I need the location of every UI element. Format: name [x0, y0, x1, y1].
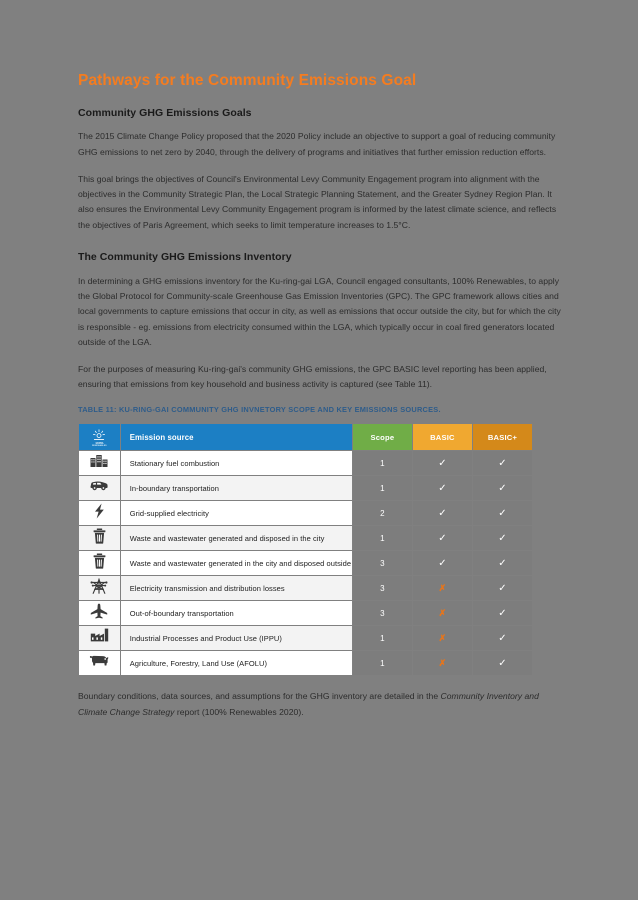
check-icon: ✓ [498, 482, 507, 494]
cell-basic [413, 501, 472, 525]
trash-bin-icon [89, 553, 109, 569]
cell-basic-plus [473, 551, 532, 575]
cell-scope: 3 [353, 551, 412, 575]
row-icon-cell [79, 576, 120, 600]
check-icon: ✓ [438, 507, 447, 519]
row-icon-cell [79, 476, 120, 500]
check-icon: ✓ [498, 457, 507, 469]
cell-scope: 1 [353, 451, 412, 475]
table-row [79, 626, 532, 650]
cow-icon [89, 653, 109, 669]
page-title: Pathways for the Community Emissions Goal [78, 72, 417, 89]
cell-basic-plus [473, 601, 532, 625]
row-icon-cell [79, 551, 120, 575]
cell-emission-source: Grid-supplied electricity [121, 501, 352, 525]
cell-scope: 3 [353, 576, 412, 600]
row-icon-cell [79, 526, 120, 550]
logo-brand: 100% [95, 440, 104, 445]
paragraph-goal-alignment: This goal brings the objectives of Council's Environmental Levy Community Engagement program into alignment with the objectives in the Community Strategic Plan, the Local Strategic Planning Statement, and the Greater Sydney Region Plan. It also ensures the Environmental Levy Community Engagement program is informed by the latest climate science, and reflects the objectives of Paris Agreement, which seeks to limit temperature increases to 1.5°C. [78, 173, 557, 230]
cross-icon: ✗ [438, 583, 447, 594]
car-icon [89, 478, 109, 494]
table-body [79, 451, 532, 675]
cell-basic [413, 451, 472, 475]
cell-emission-source: In-boundary transportation [121, 476, 352, 500]
column-header-basic: BASIC [413, 424, 472, 450]
row-icon-cell [79, 501, 120, 525]
check-icon: ✓ [498, 657, 507, 669]
paragraph-gpc-framework: In determining a GHG emissions inventory for the Ku-ring-gai LGA, Council engaged consultants, 100% Renewables, to apply the Global Protocol for Community-scale Greenhouse Gas Emission Inventories (GPC). The GPC framework allows cities and local governments to capture emissions that occur in city, as well as emissions that occur outside the city, but for which the city is responsible - eg. emissions from electricity consumed within the LGA, which typically occur in coal fired generators located outside of the LGA. [78, 275, 561, 347]
cell-scope: 1 [353, 626, 412, 650]
cross-icon: ✗ [438, 633, 447, 644]
table-caption: TABLE 11: KU-RING-GAI COMMUNITY GHG INVNETORY SCOPE AND KEY EMISSIONS SOURCES. [78, 404, 441, 414]
cell-basic-plus [473, 451, 532, 475]
cell-scope: 1 [353, 526, 412, 550]
table-row [79, 476, 532, 500]
check-icon: ✓ [438, 532, 447, 544]
cell-scope: 2 [353, 501, 412, 525]
cell-basic [413, 476, 472, 500]
cell-emission-source: Out-of-boundary transportation [121, 601, 352, 625]
row-icon-cell [79, 651, 120, 675]
cell-scope: 1 [353, 651, 412, 675]
check-icon: ✓ [438, 482, 447, 494]
cell-emission-source: Waste and wastewater generated and disposed in the city [121, 526, 352, 550]
cell-basic [413, 651, 472, 675]
paragraph-policy-objective: The 2015 Climate Change Policy proposed that the 2020 Policy include an objective to support a goal of reducing community GHG emissions to net zero by 2040, through the delivery of programs and initiatives that further emission reduction efforts. [78, 131, 556, 157]
footer-text-after: report (100% Renewables 2020). [174, 706, 304, 717]
footer-text-before: Boundary conditions, data sources, and assumptions for the GHG inventory are detailed in the [78, 691, 441, 702]
factory-icon [89, 628, 109, 644]
cell-basic-plus [473, 526, 532, 550]
check-icon: ✓ [498, 532, 507, 544]
table-row [79, 651, 532, 675]
cell-basic-plus [473, 626, 532, 650]
column-header-basic-plus: BASIC+ [473, 424, 532, 450]
check-icon: ✓ [438, 457, 447, 469]
table-row [79, 576, 532, 600]
table-row [79, 451, 532, 475]
footer-report-title: Community Inventory and Climate Change Strategy [78, 691, 539, 717]
buildings-icon [89, 453, 109, 469]
check-icon: ✓ [498, 557, 507, 569]
column-header-scope: Scope [353, 424, 412, 450]
table-row [79, 501, 532, 525]
cell-basic [413, 601, 472, 625]
row-icon-cell [79, 601, 120, 625]
ghg-inventory-table [78, 423, 533, 676]
trash-bin-icon [89, 528, 109, 544]
row-icon-cell [79, 626, 120, 650]
cell-emission-source: Industrial Processes and Product Use (IPPU) [121, 626, 352, 650]
table-row [79, 601, 532, 625]
check-icon: ✓ [498, 632, 507, 644]
cell-basic [413, 526, 472, 550]
cross-icon: ✗ [438, 608, 447, 619]
cell-basic [413, 626, 472, 650]
renewables-logo [79, 424, 120, 450]
cell-basic-plus [473, 651, 532, 675]
cell-basic-plus [473, 576, 532, 600]
table-row [79, 551, 532, 575]
cell-scope: 1 [353, 476, 412, 500]
check-icon: ✓ [438, 557, 447, 569]
table-row [79, 526, 532, 550]
cell-emission-source: Waste and wastewater generated in the city and disposed outside [121, 551, 352, 575]
paragraph-boundary-conditions [78, 689, 568, 720]
row-icon-cell [79, 451, 120, 475]
cell-basic [413, 576, 472, 600]
cross-icon: ✗ [438, 658, 447, 669]
cell-basic-plus [473, 476, 532, 500]
check-icon: ✓ [498, 507, 507, 519]
lightning-icon [89, 503, 109, 519]
column-header-emission-source: Emission source [121, 424, 352, 450]
paragraph-basic-reporting: For the purposes of measuring Ku-ring-gai's community GHG emissions, the GPC BASIC level reporting has been applied, ensuring that emissions from key household and business activity is captured (see Table 11). [78, 364, 547, 390]
airplane-icon [89, 603, 109, 619]
cell-emission-source: Stationary fuel combustion [121, 451, 352, 475]
table-header-row [79, 424, 532, 450]
section-heading-emissions-goals: Community GHG Emissions Goals [78, 106, 252, 119]
cell-emission-source: Electricity transmission and distribution losses [121, 576, 352, 600]
section-heading-emissions-inventory: The Community GHG Emissions Inventory [78, 251, 292, 264]
cell-emission-source: Agriculture, Forestry, Land Use (AFOLU) [121, 651, 352, 675]
power-tower-icon [89, 578, 109, 594]
check-icon: ✓ [498, 607, 507, 619]
cell-scope: 3 [353, 601, 412, 625]
cell-basic [413, 551, 472, 575]
check-icon: ✓ [498, 582, 507, 594]
ghg-inventory-table-wrapper [78, 423, 533, 676]
cell-basic-plus [473, 501, 532, 525]
logo-subtitle: RENEWABLES [92, 444, 107, 447]
sunburst-icon [92, 429, 106, 441]
